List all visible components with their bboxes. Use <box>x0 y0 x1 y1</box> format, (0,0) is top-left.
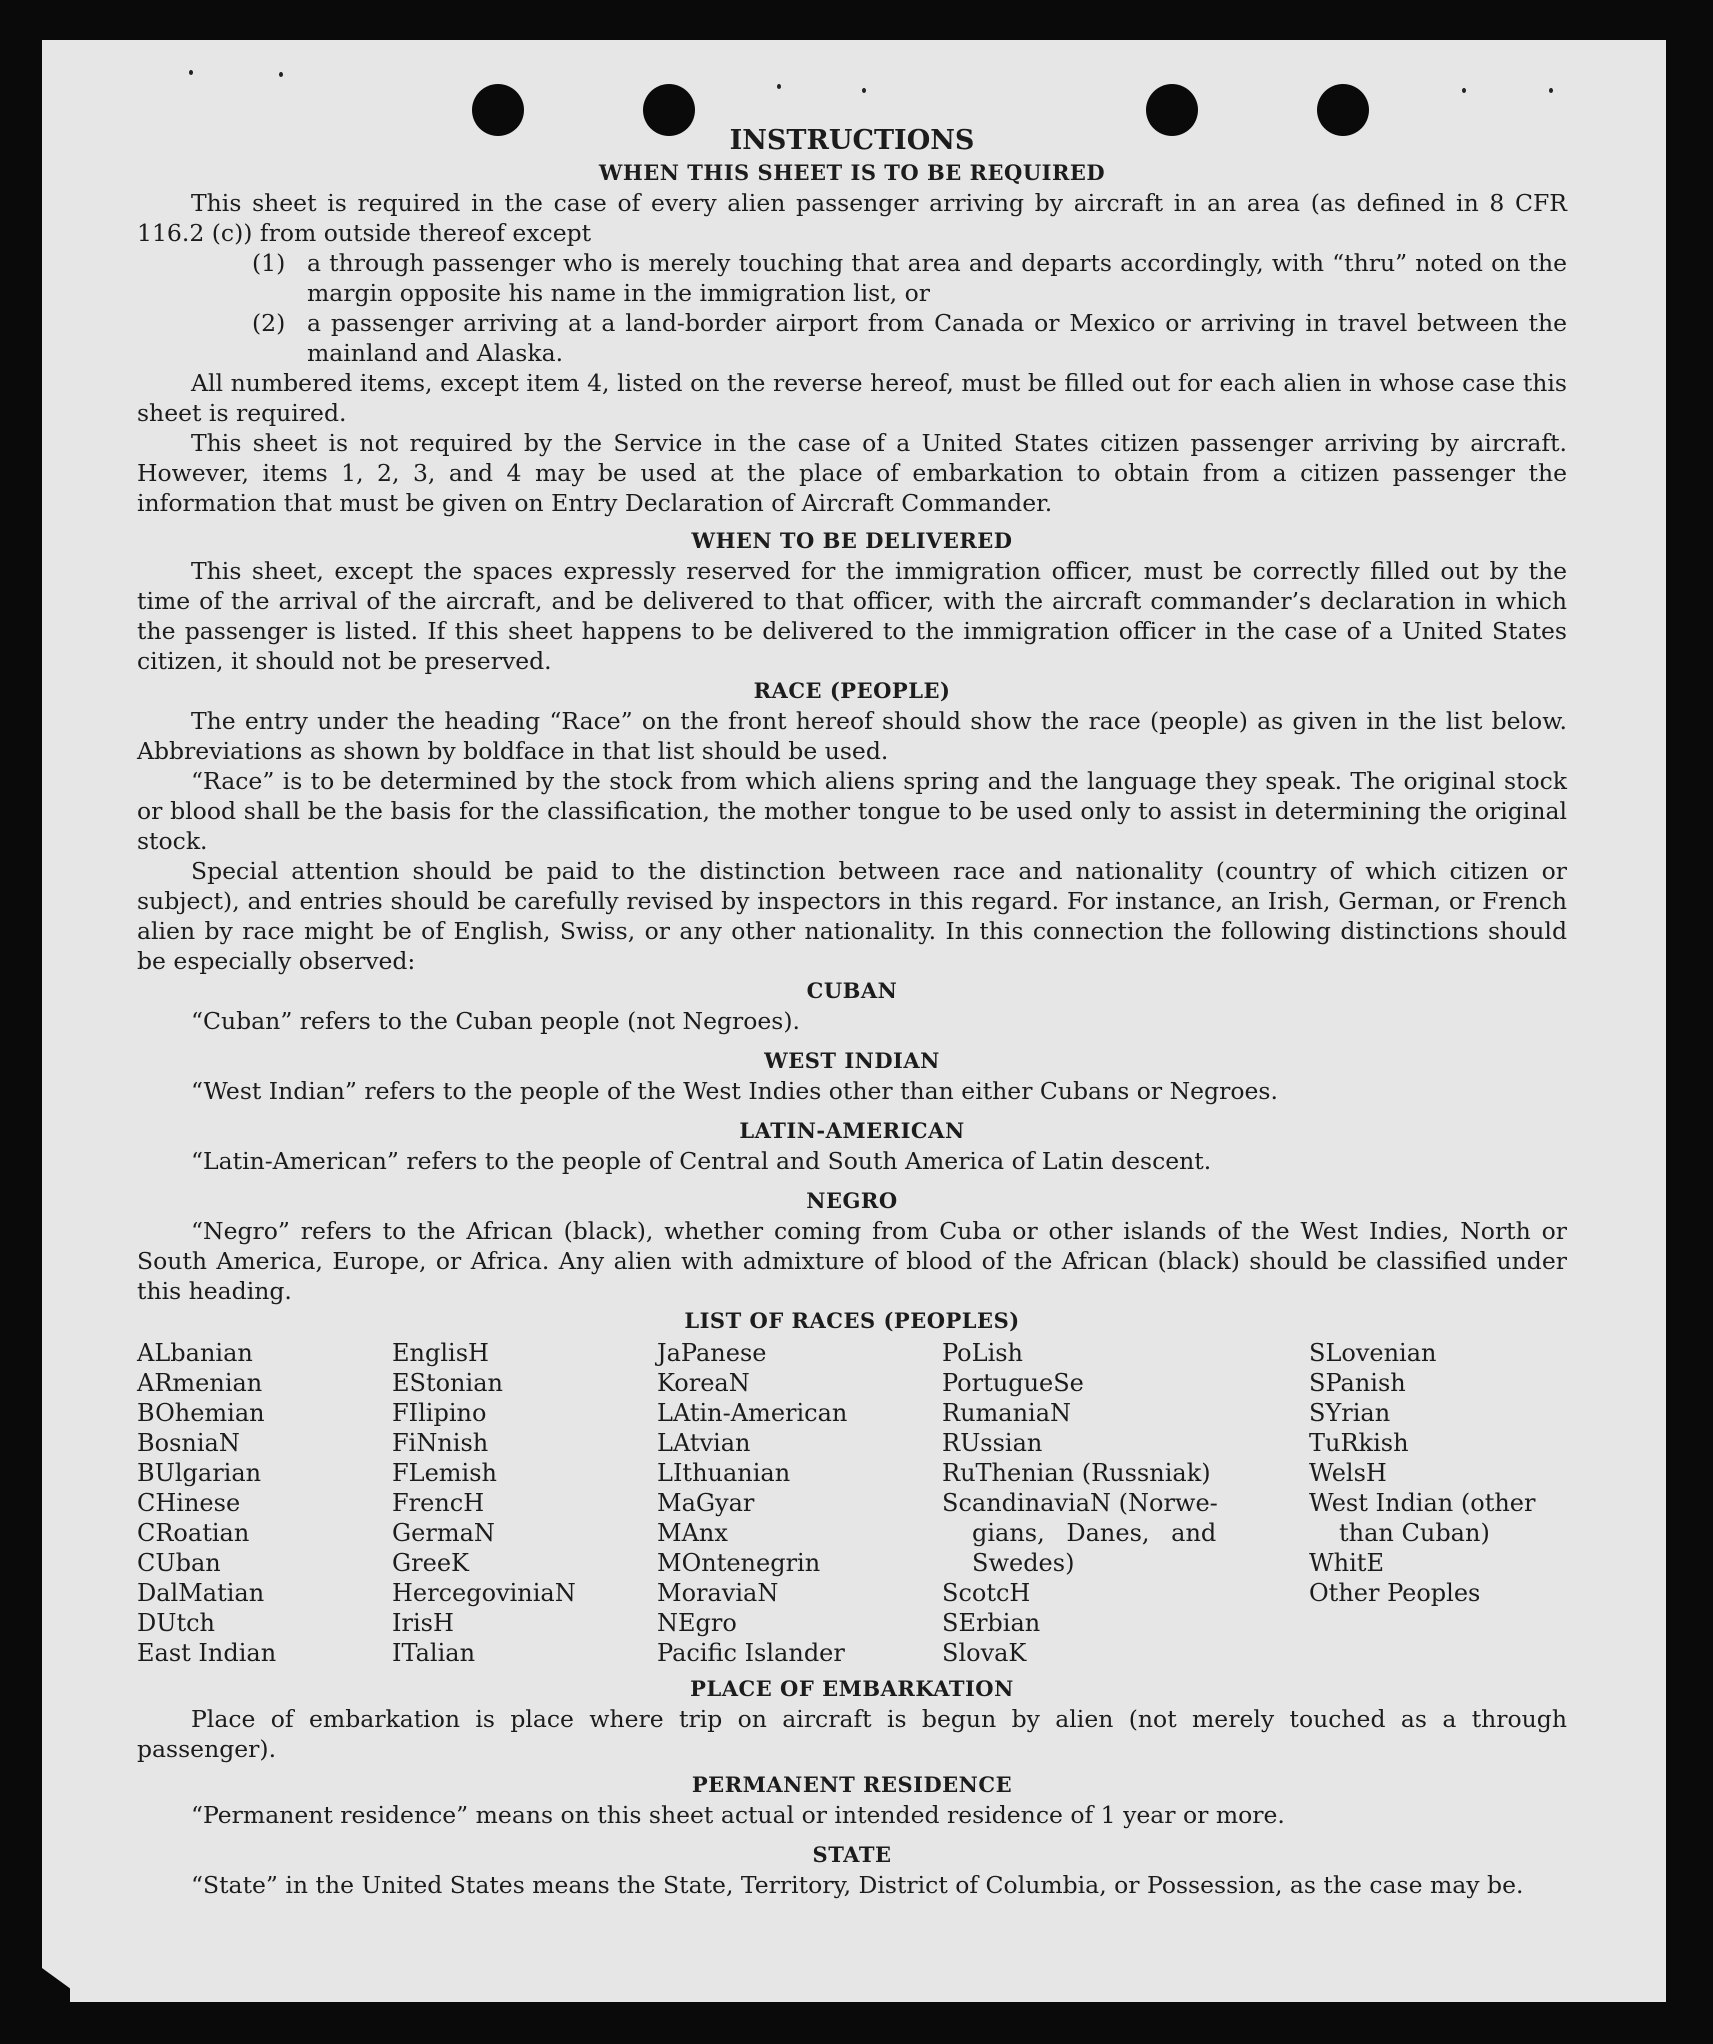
heading-cuban: CUBAN <box>806 978 898 1003</box>
races-column <box>942 1338 1309 1668</box>
races-column <box>137 1338 392 1668</box>
race-item: RuThenian (Russniak) <box>942 1459 1211 1487</box>
race-item: West Indian (other <box>1309 1489 1536 1517</box>
heading-place-of-embarkation: PLACE OF EMBARKATION <box>690 1676 1014 1701</box>
race-item: EnglisH <box>392 1339 489 1367</box>
race-item: KoreaN <box>657 1369 750 1397</box>
speck <box>777 84 781 89</box>
race-item-continued: than Cuban) <box>1339 1519 1490 1547</box>
paragraph: “Permanent residence” means on this sheet actual or intended residence of 1 year or more. <box>191 1801 1285 1829</box>
race-item-continued: gians, Danes, and <box>972 1519 1217 1547</box>
race-item: SErbian <box>942 1609 1041 1637</box>
heading-when-required: WHEN THIS SHEET IS TO BE REQUIRED <box>598 160 1106 185</box>
race-item: LIthuanian <box>657 1459 791 1487</box>
race-item: CUban <box>137 1549 221 1577</box>
race-item: LAtvian <box>657 1429 751 1457</box>
document-sheet <box>42 40 1666 2002</box>
races-column <box>1309 1338 1567 1668</box>
race-item: WhitE <box>1309 1549 1384 1577</box>
races-column <box>657 1338 942 1668</box>
race-item: RumaniaN <box>942 1399 1072 1427</box>
paragraph: This sheet is required in the case of every alien passenger arriving by aircraft in an area (as defined in 8 CFR 116.2 (c)) from outside thereof except <box>137 189 1567 247</box>
race-item: ALbanian <box>137 1339 253 1367</box>
race-item: MAnx <box>657 1519 728 1547</box>
paragraph: Special attention should be paid to the distinction between race and nationality (country of which citizen or subject), and entries should be carefully revised by inspectors in this regard. For instance, an Irish, German, or French alien by race might be of English, Swiss, or any other nationality. In this connection the following distinctions should be especially observed: <box>137 857 1567 975</box>
page-title: INSTRUCTIONS <box>729 125 975 156</box>
heading-when-delivered: WHEN TO BE DELIVERED <box>691 528 1013 553</box>
race-item-continued: Swedes) <box>972 1549 1075 1577</box>
instructions-content <box>137 124 1567 1900</box>
speck <box>279 72 283 77</box>
race-item: MoraviaN <box>657 1579 779 1607</box>
item-number: (1) <box>252 249 286 277</box>
race-item: WelsH <box>1309 1459 1387 1487</box>
race-item: BosniaN <box>137 1429 240 1457</box>
race-item: PortugueSe <box>942 1369 1084 1397</box>
heading-negro: NEGRO <box>806 1188 898 1213</box>
race-item: ScandinaviaN (Norwe- <box>942 1489 1218 1517</box>
paragraph: Place of embarkation is place where trip on aircraft is begun by alien (not merely touched as a through passenger). <box>137 1705 1567 1763</box>
race-item: MaGyar <box>657 1489 755 1517</box>
speck <box>1549 88 1553 93</box>
race-item: ScotcH <box>942 1579 1031 1607</box>
race-item: LAtin-American <box>657 1399 848 1427</box>
numbered-item <box>252 308 1567 368</box>
race-item: JaPanese <box>657 1339 767 1367</box>
race-item: SPanish <box>1309 1369 1406 1397</box>
race-item: ARmenian <box>137 1369 263 1397</box>
race-item: RUssian <box>942 1429 1043 1457</box>
item-number: (2) <box>252 309 286 337</box>
heading-latin-american: LATIN-AMERICAN <box>739 1118 965 1143</box>
heading-state: STATE <box>812 1842 892 1867</box>
folded-corner <box>42 1968 70 2002</box>
paragraph: This sheet, except the spaces expressly reserved for the immigration officer, must be correctly filled out by the time of the arrival of the aircraft, and be delivered to that officer, with the aircraft commander’s declaration in which the passenger is listed. If this sheet happens to be delivered to the immigration officer in the case of a United States citizen, it should not be preserved. <box>137 557 1567 675</box>
paragraph: The entry under the heading “Race” on the front hereof should show the race (people) as given in the list below. Abbreviations as shown by boldface in that list should be used. <box>137 707 1567 765</box>
paragraph: All numbered items, except item 4, listed on the reverse hereof, must be filled out for each alien in whose case this sheet is required. <box>137 369 1567 427</box>
race-item: GreeK <box>392 1549 469 1577</box>
race-item: MOntenegrin <box>657 1549 821 1577</box>
paragraph: “Race” is to be determined by the stock from which aliens spring and the language they speak. The original stock or blood shall be the basis for the classification, the mother tongue to be used only to assist in determining the original stock. <box>137 767 1567 855</box>
race-item: CHinese <box>137 1489 241 1517</box>
speck <box>862 88 866 93</box>
item-text: a passenger arriving at a land-border airport from Canada or Mexico or arriving in travel between the mainland and Alaska. <box>307 309 1567 367</box>
speck <box>1462 88 1466 93</box>
heading-list-of-races: LIST OF RACES (PEOPLES) <box>684 1308 1020 1333</box>
race-item: Other Peoples <box>1309 1579 1481 1607</box>
paragraph: “State” in the United States means the State, Territory, District of Columbia, or Possession, as the case may be. <box>191 1871 1524 1899</box>
item-text: a through passenger who is merely touching that area and departs accordingly, with “thru” noted on the margin opposite his name in the immigration list, or <box>307 249 1567 307</box>
race-item: SLovenian <box>1309 1339 1437 1367</box>
numbered-item <box>252 248 1567 308</box>
heading-race: RACE (PEOPLE) <box>753 678 951 703</box>
paragraph: “West Indian” refers to the people of the West Indies other than either Cubans or Negroes. <box>191 1077 1278 1105</box>
race-item: BUlgarian <box>137 1459 262 1487</box>
paragraph: “Cuban” refers to the Cuban people (not Negroes). <box>191 1007 801 1035</box>
paragraph: “Negro” refers to the African (black), whether coming from Cuba or other islands of the West Indies, North or South America, Europe, or Africa. Any alien with admixture of blood of the African (black) should be classified under this heading. <box>137 1217 1567 1305</box>
paragraph: “Latin-American” refers to the people of Central and South America of Latin descent. <box>191 1147 1212 1175</box>
race-item: ITalian <box>392 1639 476 1667</box>
race-item: DUtch <box>137 1609 216 1637</box>
race-item: GermaN <box>392 1519 495 1547</box>
race-item: BOhemian <box>137 1399 265 1427</box>
race-item: CRoatian <box>137 1519 250 1547</box>
speck <box>189 70 193 75</box>
race-item: PoLish <box>942 1339 1024 1367</box>
races-list <box>137 1338 1567 1668</box>
race-item: EStonian <box>392 1369 503 1397</box>
heading-permanent-residence: PERMANENT RESIDENCE <box>691 1772 1013 1797</box>
race-item: FLemish <box>392 1459 497 1487</box>
race-item: HercegoviniaN <box>392 1579 576 1607</box>
race-item: East Indian <box>137 1639 277 1667</box>
race-item: Pacific Islander <box>657 1639 845 1667</box>
paragraph: This sheet is not required by the Service in the case of a United States citizen passenger arriving by aircraft. However, items 1, 2, 3, and 4 may be used at the place of embarkation to obtain from a citizen passenger the information that must be given on Entry Declaration of Aircraft Commander. <box>137 429 1567 517</box>
race-item: IrisH <box>392 1609 454 1637</box>
race-item: FIlipino <box>392 1399 487 1427</box>
race-item: NEgro <box>657 1609 737 1637</box>
race-item: DalMatian <box>137 1579 265 1607</box>
race-item: FiNnish <box>392 1429 489 1457</box>
race-item: TuRkish <box>1309 1429 1409 1457</box>
races-column <box>392 1338 657 1668</box>
heading-west-indian: WEST INDIAN <box>764 1048 940 1073</box>
race-item: SYrian <box>1309 1399 1391 1427</box>
race-item: SlovaK <box>942 1639 1027 1667</box>
race-item: FrencH <box>392 1489 485 1517</box>
